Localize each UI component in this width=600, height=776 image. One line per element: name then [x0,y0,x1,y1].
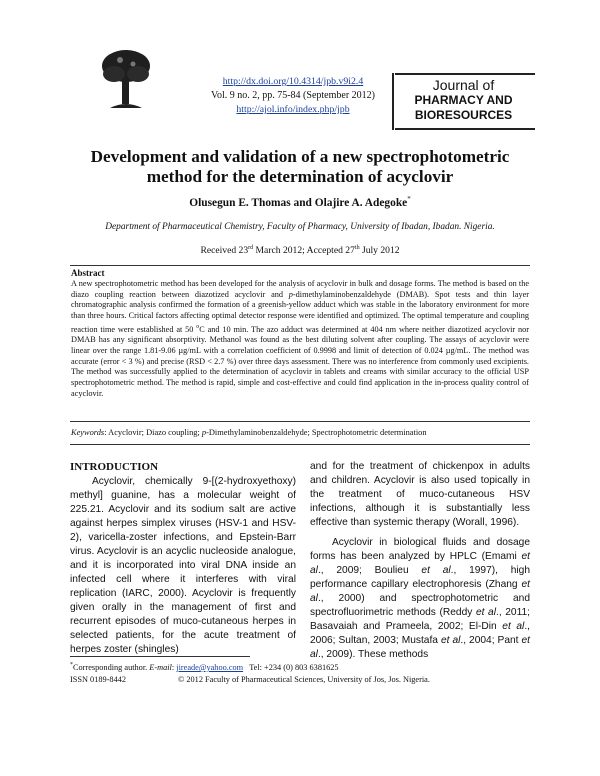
abstract-text-c: C and 10 min. The azo adduct was determined at 404 nm where neither diazotized acyclovir nor DMAB has any significant absorptivity. Methanol was found as the best diluting solvent after coupling. The assays of acyclovir were linear over the range 1.81-9.06 µg/mL with a correlation coefficient of 0.9998 and limit of detection of 0.024 µg/mL. The method was accurate (error < 3 %) and precise (RSD < 2.7 %) over three days assessment. There was no interference from commonly used excipients. The method was successfully applied to the determination of acyclovir in tablets and creams with similar accuracy to the official USP spectrophotometric method. The method is rapid, simple and cost-effective and could find application in the in-process quality control of acyclovir. [71,324,529,398]
authors [60,195,540,209]
etal-1: et al [310,551,530,576]
left-column [70,475,296,657]
etal-4: et al [475,607,496,618]
keywords-text-a: : Acyclovir; Diazo coupling; [104,428,202,437]
keywords-text-b: -Dimethylaminobenzaldehyde; Spectrophotometric determination [206,428,427,437]
para2-text-b: ., 2009; Boulieu [317,565,422,576]
etal-2: et al [421,565,451,576]
abstract-heading: Abstract [71,268,105,278]
doi-link[interactable]: http://dx.doi.org/10.4314/jpb.v9i2.4 [222,76,364,87]
ajol-link[interactable]: http://ajol.info/index.php/jpb [236,104,350,115]
para2-text-c: ., 1997), high performance capillary electrophoresis (Zhang [310,565,531,590]
journal-name-line1: PHARMACY AND [414,93,513,107]
received-ordinal: rd [248,245,254,251]
received-text: Received 23 [200,245,249,257]
copyright: © 2012 Faculty of Pharmaceutical Sciences, University of Jos, Jos. Nigeria. [178,675,430,684]
intro-para-1: Acyclovir, chemically 9-[(2-hydroxyethoxy) methyl] guanine, has a molecular weight of 225.21. Acyclovir and its sodium salt are active against herpes simplex viruses (HSV-1 and HSV-2), varicella-zoster infections, and Epstein-Barr virus. Acyclovir is an acyclic nucleoside analogue, and it is incorporated into viral DNA inside an infected cell where it interferes with viral replication (IARC, 2000). Acyclovir is frequently given orally in the management of first and recurrent episodes of muco-cutaneous herpes in selected patients, for the acute treatment of herpes zoster (shingles) [70,476,296,655]
keywords [71,428,529,437]
email-colon: : [171,662,177,672]
received-dates [60,245,540,256]
etal-3: et al [310,579,530,604]
intro-heading: INTRODUCTION [70,461,159,473]
title-line-1: Development and validation of a new spectrophotometric [90,147,510,166]
email-label: E-mail [149,662,172,672]
article-title [60,147,540,187]
abstract-p-italic: p [288,289,293,299]
footnote-rule [70,656,250,657]
abstract-body [71,279,529,399]
etal-5: et al [502,621,525,632]
journal-label: Journal of [432,77,495,93]
para2-text-g: ., 2004; Pant [460,635,522,646]
keywords-p-italic: p [201,428,207,437]
accepted-ordinal: th [354,245,360,251]
right-column [310,460,530,662]
degree-sup: o [196,323,200,330]
affiliation: Department of Pharmaceutical Chemistry, Faculty of Pharmacy, University of Ibadan, Ibadan. Nigeria. [105,222,495,232]
accepted-text: March 2012; Accepted 27 [253,245,355,257]
abstract-bottom-rule [70,421,530,422]
journal-header-info [178,75,408,117]
para2-text-h: ., 2009). These methods [317,649,429,660]
abstract-text-a: A new spectrophotometric method has been developed for the analysis of acyclovir in bulk and dosage forms. The method is based on the diazo coupling reaction between diazotized acyclovir and [71,279,529,299]
corresponding-mark: * [407,195,411,203]
abstract-text-b: -dimethylaminobenzaldehyde (DMAB). Spot tests and thin layer chromatographic analysis confirmed the formation of a greenish-yellow adduct which was stable in the laboratory environment for more than three hours. Critical factors affecting optimal detector response were identified and optimized. The optimal temperature and coupling reaction time were established at 50 [71,289,529,334]
intro-para-2 [310,536,530,662]
abstract-top-rule [70,265,530,266]
volume-line: Vol. 9 no. 2, pp. 75-84 (September 2012) [211,90,375,101]
para2-text-a: Acyclovir in biological fluids and dosage forms has been analyzed by HPLC (Emami [310,537,530,562]
journal-logo-tree [100,46,152,112]
telephone: Tel: +234 (0) 803 6381625 [243,662,339,672]
etal-6: et al [440,635,461,646]
issn: ISSN 0189-8442 [70,675,127,684]
journal-name-line2: BIORESOURCES [414,108,513,122]
para2-text-f: ., 2006; Sultan, 2003; Mustafa [310,621,530,646]
author-names: Olusegun E. Thomas and Olajire A. Adegoke [189,196,408,209]
email-link[interactable]: jireade@yahoo.com [176,662,244,672]
intro-para-1-cont: and for the treatment of chickenpox in adults and children. Acyclovir is also used topically in the treatment of muco-cutaneous HSV infections, although it is substantially less effective than systemic therapy (Worall, 1996). [310,461,530,528]
title-line-2: method for the determination of acyclovir [146,167,454,186]
para2-text-e: ., 2011; Basavaiah and Prameela, 2002; El-Din [310,607,530,632]
keywords-bottom-rule [70,444,530,445]
accepted-month: July 2012 [359,245,400,257]
footnote-star: * [70,662,73,668]
corresponding-footnote [70,662,339,672]
keywords-label: Keywords [71,428,105,437]
journal-name-box [392,73,535,129]
corr-label: Corresponding author. [73,662,150,672]
etal-7: et al [310,635,531,660]
para2-text-d: ., 2000) and spectrophotometric and spectrofluorimetric methods (Reddy [310,593,530,618]
